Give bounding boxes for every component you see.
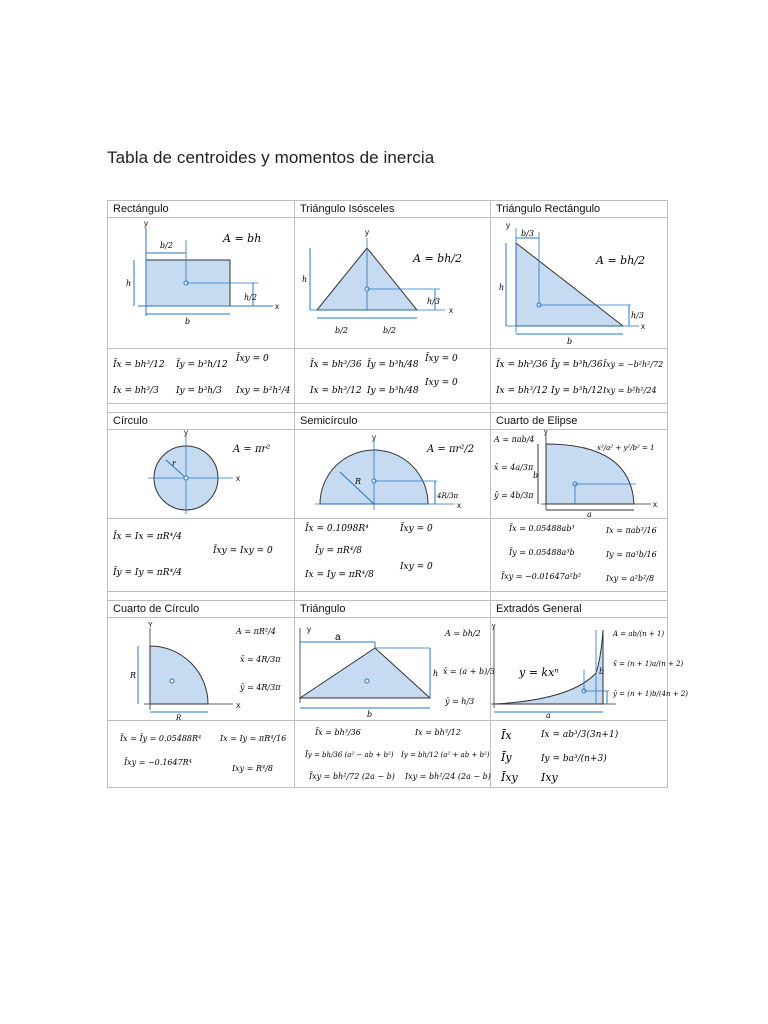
- header-circulo: Círculo: [108, 413, 295, 430]
- header-extrados-general: Extradós General: [491, 601, 668, 618]
- svg-text:y: y: [372, 433, 376, 442]
- formulas-semicirculo: [295, 519, 491, 592]
- figure-rectangulo: [108, 218, 295, 349]
- svg-text:Īx = bh³/36: Īx = bh³/36: [315, 728, 361, 737]
- svg-text:A = bh/2: A = bh/2: [596, 254, 645, 267]
- svg-text:h: h: [433, 669, 439, 678]
- svg-text:y: y: [307, 625, 311, 634]
- formulas-cuarto-de-elipse: [491, 519, 668, 592]
- formulas-extrados-general: [491, 721, 668, 788]
- svg-text:Ixy = 0: Ixy = 0: [425, 378, 458, 388]
- svg-text:x: x: [653, 500, 657, 509]
- svg-text:Īy = bh/36 (a² − ab + b²): Īy = bh/36 (a² − ab + b²): [305, 751, 394, 759]
- svg-text:R: R: [355, 477, 362, 486]
- svg-text:ȳ = 4R/3π: ȳ = 4R/3π: [240, 683, 281, 692]
- formula-table: [107, 200, 689, 788]
- svg-text:y = kxⁿ: y = kxⁿ: [519, 666, 559, 679]
- header-triangulo-rectangulo: Triángulo Rectángulo: [491, 201, 668, 218]
- svg-text:Īy = Iy = πR⁴/4: Īy = Iy = πR⁴/4: [113, 568, 182, 578]
- svg-text:Īx = 0.05488ab³: Īx = 0.05488ab³: [509, 524, 575, 533]
- figure-extrados-general: [491, 618, 689, 721]
- svg-text:y: y: [365, 228, 369, 237]
- formulas-triangulo: [295, 721, 491, 788]
- svg-text:Īxy = −0.1647R⁴: Īxy = −0.1647R⁴: [124, 758, 192, 767]
- svg-text:Iy = b³h/3: Iy = b³h/3: [176, 386, 222, 396]
- formulas-cuarto-de-circulo: [108, 721, 295, 788]
- svg-text:x̄ = (a + b)/3: x̄ = (a + b)/3: [443, 667, 496, 676]
- svg-text:a: a: [546, 711, 551, 720]
- svg-text:Īx: Īx: [501, 729, 512, 742]
- svg-text:x: x: [275, 302, 279, 311]
- svg-text:Ix = bh³/3: Ix = bh³/3: [113, 386, 159, 396]
- svg-text:Iy = ba³/(n+3): Iy = ba³/(n+3): [541, 754, 607, 764]
- svg-text:A = πr²: A = πr²: [233, 444, 271, 455]
- svg-text:4R/3π: 4R/3π: [437, 492, 459, 500]
- svg-text:y: y: [544, 429, 548, 436]
- svg-text:A = bh: A = bh: [223, 232, 262, 245]
- svg-text:Īxy = Ixy = 0: Īxy = Ixy = 0: [213, 546, 273, 556]
- svg-text:ȳ = h/3: ȳ = h/3: [445, 697, 475, 706]
- svg-text:x²/a² + y²/b² = 1: x²/a² + y²/b² = 1: [597, 444, 655, 452]
- svg-text:Iy = πa³b/16: Iy = πa³b/16: [606, 550, 657, 559]
- svg-text:Īxy = bh²/72 (2a − b): Īxy = bh²/72 (2a − b): [309, 772, 395, 781]
- svg-text:Īxy: Īxy: [501, 771, 518, 784]
- svg-text:h: h: [302, 275, 308, 284]
- svg-text:x: x: [457, 501, 461, 510]
- svg-text:Ixy = b²h²/24: Ixy = b²h²/24: [603, 386, 657, 395]
- formulas-rectangulo: [108, 349, 295, 404]
- header-cuarto-de-elipse: Cuarto de Elipse: [491, 413, 668, 430]
- figure-circulo: [108, 430, 295, 519]
- svg-text:A = πab/4: A = πab/4: [494, 435, 535, 444]
- svg-text:b: b: [185, 317, 191, 326]
- svg-text:b/2: b/2: [383, 326, 396, 335]
- svg-text:Īy: Īy: [501, 751, 512, 764]
- svg-text:R: R: [130, 671, 137, 680]
- svg-text:Īy = 0.05488a³b: Īy = 0.05488a³b: [509, 548, 575, 557]
- svg-text:ȳ = 4b/3π: ȳ = 4b/3π: [494, 491, 534, 500]
- svg-text:Īy = πR⁴/8: Īy = πR⁴/8: [315, 546, 362, 556]
- svg-text:Y: Y: [148, 622, 153, 629]
- formulas-triangulo-rectangulo: [491, 349, 668, 404]
- svg-text:A = bh/2: A = bh/2: [413, 252, 462, 265]
- figure-cuarto-de-circulo: [108, 618, 295, 721]
- svg-text:Ix = Iy = πR⁴/8: Ix = Iy = πR⁴/8: [305, 570, 374, 580]
- svg-text:Ixy = 0: Ixy = 0: [400, 562, 433, 572]
- svg-text:R: R: [176, 714, 182, 722]
- svg-text:Īx = bh³/36: Īx = bh³/36: [310, 360, 362, 370]
- svg-text:Ixy = b²h²/4: Ixy = b²h²/4: [236, 386, 291, 396]
- svg-text:Ixy: Ixy: [541, 771, 558, 784]
- header-rectangulo: Rectángulo: [108, 201, 295, 218]
- svg-text:a: a: [587, 510, 592, 519]
- svg-text:Īxy = 0: Īxy = 0: [400, 524, 433, 534]
- svg-text:Īxy = 0: Īxy = 0: [236, 354, 269, 364]
- svg-text:r: r: [172, 459, 176, 468]
- figure-cuarto-de-elipse: [491, 430, 668, 519]
- svg-text:y: y: [492, 623, 496, 630]
- formulas-triangulo-isosceles: [295, 349, 491, 404]
- svg-text:Ix = bh³/12: Ix = bh³/12: [496, 386, 548, 396]
- svg-text:h: h: [499, 283, 505, 292]
- svg-text:x̄ = 4a/3π: x̄ = 4a/3π: [494, 463, 534, 472]
- svg-text:b: b: [533, 471, 539, 480]
- svg-text:A = bh/2: A = bh/2: [445, 629, 481, 638]
- svg-text:b/2: b/2: [160, 241, 173, 250]
- header-triangulo: Triángulo: [295, 601, 491, 618]
- svg-text:X: X: [236, 703, 241, 710]
- figure-triangulo-isosceles: [295, 218, 491, 349]
- svg-text:h/3: h/3: [631, 311, 644, 320]
- svg-text:a: a: [335, 632, 341, 643]
- svg-text:x: x: [449, 306, 453, 315]
- svg-text:Īy = b³h/36: Īy = b³h/36: [551, 360, 603, 370]
- formulas-circulo: [108, 519, 295, 592]
- figure-triangulo: [295, 618, 496, 721]
- page-title: Tabla de centroides y momentos de inercia: [107, 148, 435, 167]
- svg-text:Īxy = 0: Īxy = 0: [425, 354, 458, 364]
- svg-text:ȳ = (n + 1)b/(4n + 2): ȳ = (n + 1)b/(4n + 2): [613, 690, 689, 698]
- svg-text:Īx = Īy = 0.05488R⁴: Īx = Īy = 0.05488R⁴: [120, 734, 202, 743]
- svg-text:A = πR²/4: A = πR²/4: [236, 627, 276, 636]
- svg-text:Ixy = R⁴/8: Ixy = R⁴/8: [232, 764, 273, 773]
- header-cuarto-de-circulo: Cuarto de Círculo: [108, 601, 295, 618]
- svg-text:b/3: b/3: [521, 229, 534, 238]
- svg-text:x̄ = (n + 1)a/(n + 2): x̄ = (n + 1)a/(n + 2): [613, 660, 684, 668]
- svg-text:A = πr²/2: A = πr²/2: [427, 444, 475, 455]
- svg-text:A = ab/(n + 1): A = ab/(n + 1): [613, 630, 665, 638]
- svg-text:b: b: [367, 710, 373, 719]
- svg-text:y: y: [184, 428, 188, 437]
- header-triangulo-isosceles: Triángulo Isósceles: [295, 201, 491, 218]
- svg-text:x: x: [641, 322, 645, 331]
- svg-text:Iy = bh/12 (a² + ab + b²): Iy = bh/12 (a² + ab + b²): [401, 751, 490, 759]
- svg-text:h/3: h/3: [427, 297, 440, 306]
- svg-text:Ix = ab³/3(3n+1): Ix = ab³/3(3n+1): [541, 730, 619, 740]
- svg-text:b: b: [567, 337, 573, 346]
- svg-text:Ix = bh³/12: Ix = bh³/12: [310, 386, 362, 396]
- svg-text:Ix = bh³/12: Ix = bh³/12: [415, 728, 461, 737]
- svg-text:Iy = b³h/12: Iy = b³h/12: [551, 386, 603, 396]
- svg-text:b: b: [599, 667, 605, 676]
- svg-text:x: x: [236, 474, 240, 483]
- svg-text:Īx = bh³/36: Īx = bh³/36: [496, 360, 548, 370]
- svg-text:Īxy = −0.01647a²b²: Īxy = −0.01647a²b²: [501, 572, 582, 581]
- svg-text:Iy = b³h/48: Iy = b³h/48: [367, 386, 419, 396]
- svg-text:Īx = 0.1098R⁴: Īx = 0.1098R⁴: [305, 524, 369, 534]
- svg-text:y: y: [144, 219, 148, 228]
- svg-text:Ixy = bh²/24 (2a − b): Ixy = bh²/24 (2a − b): [405, 772, 491, 781]
- figure-semicirculo: [295, 430, 491, 519]
- svg-text:y: y: [506, 221, 510, 230]
- svg-text:x̄ = 4R/3π: x̄ = 4R/3π: [240, 655, 281, 664]
- svg-text:Ix = πab³/16: Ix = πab³/16: [606, 526, 657, 535]
- svg-text:Ixy = a²b²/8: Ixy = a²b²/8: [606, 574, 655, 583]
- svg-text:Īy = b³h/12: Īy = b³h/12: [176, 360, 228, 370]
- header-semicirculo: Semicírculo: [295, 413, 491, 430]
- svg-text:h/2: h/2: [244, 293, 257, 302]
- svg-text:h: h: [126, 279, 132, 288]
- svg-text:Īx = bh³/12: Īx = bh³/12: [113, 360, 165, 370]
- svg-text:Īy = b³h/48: Īy = b³h/48: [367, 360, 419, 370]
- svg-text:Īx = Ix = πR⁴/4: Īx = Ix = πR⁴/4: [113, 532, 182, 542]
- svg-text:Īxy = −b²h²/72: Īxy = −b²h²/72: [603, 360, 664, 369]
- svg-text:Ix = Iy = πR⁴/16: Ix = Iy = πR⁴/16: [220, 734, 287, 743]
- figure-triangulo-rectangulo: [491, 218, 668, 349]
- svg-text:b/2: b/2: [335, 326, 348, 335]
